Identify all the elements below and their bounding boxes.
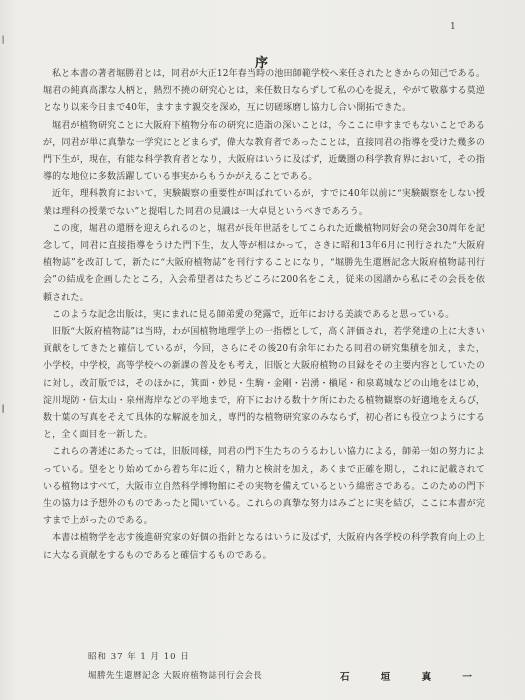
preface-body: [43, 66, 485, 565]
paragraph: 旧版“大阪府植物誌”は当時，わが国植物地理学上の一指標として，高く評価され，若学発達の上に大きい貢献をしてきたと確信しているが，今回，さらにその後20有余年にわたる同君の研究集積を加え，また，小学校，中学校，高等学校への新課の普及をも考え，旧版と大阪府植物の目録をその主要内容としていたのに対し，改訂版では，そのほかに，箕面・妙見・生駒・金剛・岩湧・槇尾・和泉葛城などの山地をはじめ，淀川堤防・信太山・泉州海岸などの平地まで，府下における数十ケ所にわたる植物観察の好適地をえらび，数十葉の写真をそえて具体的な解説を加え，専門的な植物研究家のみならず，初心者にも役立つようにすると，全く面目を一新した。: [43, 327, 485, 441]
paragraph: 本書は植物学を志す後進研究家の好個の指針となるはいうに及ばず，大阪府内各学校の科学教育向上の上に大なる貢献をするものであると確信するものである。: [43, 533, 485, 561]
paragraph: 近年，理科教育において，実験観察の重要性が叫ばれているが，すでに40年以前に“実験観察をしない授業は理科の授業でない”と提唱した同君の見識は一大卓見というべきであろう。: [43, 189, 485, 217]
binding-mark: ┃: [1, 405, 6, 413]
binding-mark: ┃: [1, 36, 6, 44]
paragraph: 私と本書の著者堀勝君とは，同君が大正12年春当時の池田師範学校へ来任されたときからの知己である。堀君の純真高潔な人柄と，熱烈不撓の研究心とは，来任数日ならずして私の心を捉え，やがて敬慕する莫逆となり以来今日まで40年，ますます親交を深め，互に切磋琢磨し協力し合い開拓できた。: [43, 69, 485, 114]
paragraph: この度，堀君の還暦を迎えられるのと，堀君が長年世話をしてこられた近畿植物同好会の発会30周年を記念して，同君に直接指導をうけた門下生，友人等が相はかって，さきに昭和13年6月に刊行された“大阪府植物誌”を改訂して，新たに“大阪府植物誌”を刊行することになり，“堀勝先生還暦記念大阪府植物誌刊行会”の結成を企画したところ，入会希望者はたちどころに200名をこえ，従来の図譜から私にその会長を依頼された。: [43, 223, 485, 303]
page-number: 1: [450, 22, 456, 32]
page-title: 序: [254, 56, 270, 71]
organization-name: 堀勝先生還暦記念 大阪府植物誌刊行会会長: [88, 671, 263, 681]
date-line: 昭和 37 年 1 月 10 日: [88, 652, 190, 662]
paragraph: 堀君が植物研究ことに大阪府下植物分布の研究に造詣の深いことは，今ここに申すまでもないことであるが，同君が単に真摯な一学究にとどまらず，偉大な教育者であったことは，直接同君の指導を受けた幾多の門下生が，現在，有能な科学教育者となり，大阪府はいうに及ばず，近畿圏の科学教育界において，その指導的な地位に多数活躍している事実からもうかがえることである。: [43, 120, 485, 183]
paragraph: このような記念出版は，実にまれに見る師弟愛の発露で，近年における美談であると思っている。: [52, 309, 455, 320]
author-name: 石 垣 真 一: [340, 672, 486, 683]
paragraph: これらの著述にあたっては，旧版同様，同君の門下生たちのうるわしい協力による，師弟一如の努力によっている。望をとり始めてから着ち年に近く，精力と検討を加え，あくまで正確を期し，これに記載されている植物はすべて，大阪市立自然科学博物館にその実物を備えているという綿密さである。このための門下生の協力は予想外のものであったと聞いている。これらの真摯な努力はみごとに実を結び，ここに本書が完すまで上がったのである。: [43, 447, 485, 527]
